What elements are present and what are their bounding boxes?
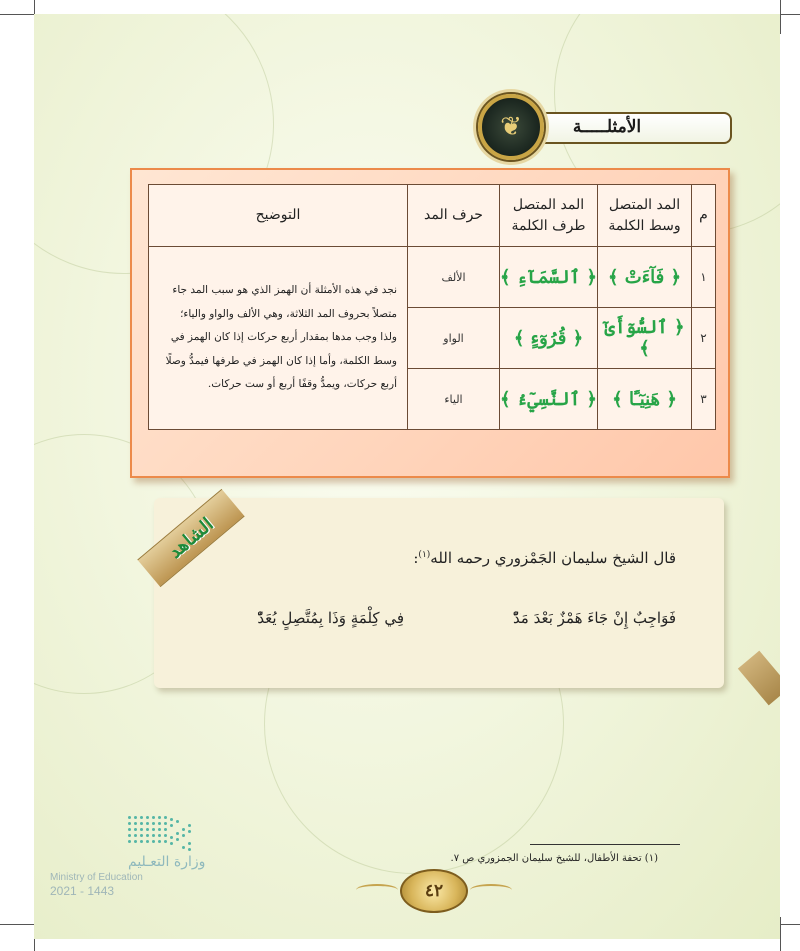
logo-dot	[158, 834, 161, 837]
examples-table-frame	[130, 168, 730, 478]
logo-dot	[152, 834, 155, 837]
textbook-page	[34, 14, 780, 939]
ministry-name-ar: وزارة التعـليم	[128, 854, 206, 870]
logo-dot	[146, 834, 149, 837]
logo-dot	[128, 816, 131, 819]
madd-letter: الواو	[408, 308, 500, 369]
evidence-intro-text: قال الشيخ سليمان الجَمْزوري رحمه الله	[430, 549, 676, 567]
logo-dot	[146, 840, 149, 843]
section-heading	[478, 94, 732, 160]
logo-dot	[170, 824, 173, 827]
table-row	[149, 247, 716, 308]
header-end: المد المتصل طرف الكلمة	[500, 185, 598, 247]
logo-dot	[140, 816, 143, 819]
logo-dot	[182, 834, 185, 837]
evidence-intro-colon: :	[413, 549, 419, 567]
heading-bar	[524, 112, 732, 144]
evidence-box	[154, 498, 724, 688]
footnote-ref[interactable]: (١)	[418, 550, 431, 560]
logo-dot	[170, 842, 173, 845]
logo-dot	[164, 828, 167, 831]
logo-dot	[164, 834, 167, 837]
logo-dot	[158, 816, 161, 819]
row-num: ١	[692, 247, 716, 308]
logo-dot	[152, 840, 155, 843]
page-number-swirl	[470, 884, 512, 896]
row-num: ٢	[692, 308, 716, 369]
example-middle: ﴿ ٱلسُّوٓأَىٰٓ ﴾	[598, 308, 692, 369]
explanation-line: أربع حركات، ويمدُّ وقفًا أربع أو ست حركات.	[207, 378, 397, 391]
logo-dot	[134, 828, 137, 831]
floral-ornament-icon: ❦	[478, 94, 544, 160]
logo-dot	[140, 834, 143, 837]
explanation-line: نجد في هذه الأمثلة أن الهمز الذي هو سبب المد جاء	[172, 283, 397, 296]
logo-dot	[140, 828, 143, 831]
example-end: ﴿ ٱلسَّمَآءِ ﴾	[500, 247, 598, 308]
crop-mark	[780, 917, 781, 951]
footnote: (١) تحفة الأطفال، للشيخ سليمان الجمزوري ص ٧.	[450, 853, 658, 864]
verse-second-hemistich: فِي كِلْمَةٍ وَذَا بِمُتَّصِلٍ يُعَدّْ	[257, 609, 404, 627]
madd-letter: الياء	[408, 369, 500, 430]
crop-mark	[0, 14, 34, 15]
ribbon-tail	[738, 651, 780, 706]
logo-dot	[146, 816, 149, 819]
table-header-row	[149, 185, 716, 247]
header-middle: المد المتصل وسط الكلمة	[598, 185, 692, 247]
explanation-line: ولذا وجب مدها بمقدار أربع حركات إذا كان الهمز في	[170, 331, 397, 344]
logo-dot	[164, 822, 167, 825]
logo-dot	[158, 828, 161, 831]
logo-dot	[170, 818, 173, 821]
explanation-line: متصلاً بحروف المد الثلاثة، وهي الألف والواو والياء؛	[180, 307, 397, 320]
logo-dot	[134, 834, 137, 837]
explanation-cell	[149, 247, 408, 430]
logo-dot	[158, 840, 161, 843]
logo-dot	[164, 840, 167, 843]
example-end: ﴿ ٱلنَّسِيٓءُ ﴾	[500, 369, 598, 430]
page-number-swirl	[356, 884, 398, 896]
logo-dot	[182, 828, 185, 831]
row-num: ٣	[692, 369, 716, 430]
logo-dot	[134, 840, 137, 843]
header-explanation: التوضيح	[149, 185, 408, 247]
crop-mark	[780, 0, 781, 34]
examples-table	[148, 184, 716, 430]
example-end: ﴿ قُرُوٓءٍ ﴾	[500, 308, 598, 369]
logo-dot	[158, 822, 161, 825]
page-number: ٤٢	[400, 869, 468, 913]
example-middle: ﴿ هَنِيٓـًٔا ﴾	[598, 369, 692, 430]
header-letter: حرف المد	[408, 185, 500, 247]
logo-dot	[152, 816, 155, 819]
crop-mark	[0, 924, 34, 925]
logo-dot	[188, 824, 191, 827]
evidence-intro	[413, 549, 676, 567]
logo-dot	[176, 820, 179, 823]
ministry-name-en: Ministry of Education	[50, 872, 143, 883]
logo-dot	[146, 822, 149, 825]
heading-title: الأمثلـــــة	[572, 117, 642, 137]
logo-dot	[152, 822, 155, 825]
logo-dot	[176, 838, 179, 841]
logo-dot	[128, 834, 131, 837]
logo-dot	[176, 832, 179, 835]
ministry-logo-icon	[128, 816, 194, 852]
logo-dot	[170, 836, 173, 839]
logo-dot	[134, 816, 137, 819]
logo-dot	[134, 822, 137, 825]
logo-dot	[188, 848, 191, 851]
logo-dot	[128, 822, 131, 825]
logo-dot	[188, 842, 191, 845]
logo-dot	[152, 828, 155, 831]
ministry-year: 2021 - 1443	[50, 884, 115, 898]
evidence-ribbon-label: الشاهد	[137, 489, 244, 587]
madd-letter: الألف	[408, 247, 500, 308]
logo-dot	[140, 840, 143, 843]
logo-dot	[128, 828, 131, 831]
logo-dot	[146, 828, 149, 831]
footnote-rule	[530, 844, 680, 845]
example-middle: ﴿ فَآءَتْ ﴾	[598, 247, 692, 308]
verse-first-hemistich: فَوَاجِبٌ إِنْ جَاءَ هَمْزٌ بَعْدَ مَدّْ	[512, 609, 676, 627]
explanation-line: وسط الكلمة، وأما إذا كان الهمز في طرفها فيمدُّ وصلًا	[165, 354, 397, 367]
logo-dot	[140, 822, 143, 825]
logo-dot	[182, 846, 185, 849]
header-num: م	[692, 185, 716, 247]
logo-dot	[188, 830, 191, 833]
logo-dot	[164, 816, 167, 819]
logo-dot	[128, 840, 131, 843]
